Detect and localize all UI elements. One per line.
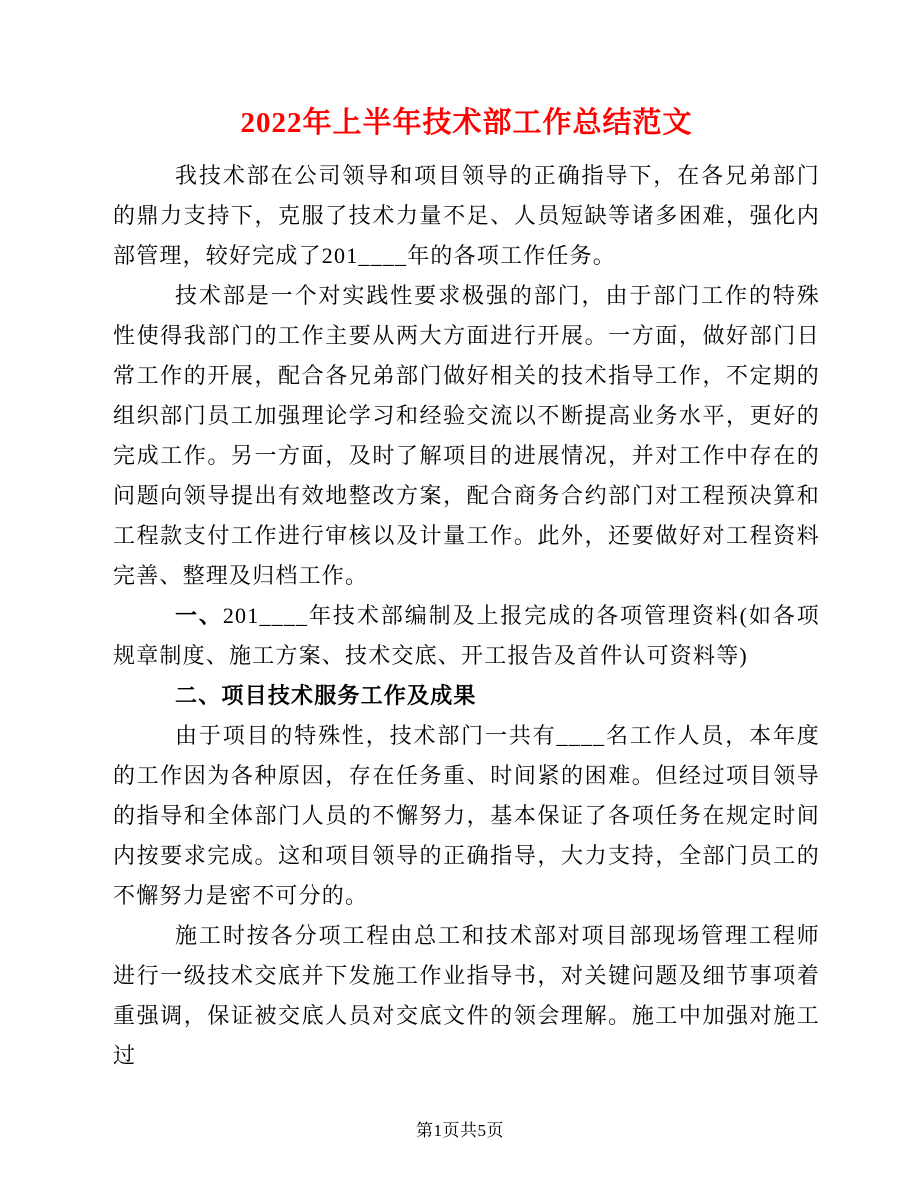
- paragraph-intro: 我技术部在公司领导和项目领导的正确指导下，在各兄弟部门的鼎力支持下，克服了技术力量不足、人员短缺等诸多困难，强化内部管理，较好完成了201____年的各项工作任务。: [113, 163, 820, 268]
- page-number-footer: 第1页共5页: [416, 1121, 504, 1140]
- section-one-text: 201____年技术部编制及上报完成的各项管理资料(如各项规章制度、施工方案、技术交底、开工报告及首件认可资料等): [113, 603, 820, 668]
- section-two-heading: 二、项目技术服务工作及成果: [175, 683, 477, 708]
- paragraph-department-overview: 技术部是一个对实践性要求极强的部门，由于部门工作的特殊性使得我部门的工作主要从两大方面进行开展。一方面，做好部门日常工作的开展，配合各兄弟部门做好相关的技术指导工作，不定期的组织部门员工加强理论学习和经验交流以不断提高业务水平，更好的完成工作。另一方面，及时了解项目的进展情况，并对工作中存在的问题向领导提出有效地整改方案，配合商务合约部门对工程预决算和工程款支付工作进行审核以及计量工作。此外，还要做好对工程资料完善、整理及归档工作。: [113, 283, 820, 588]
- paragraph-section-one: [113, 596, 820, 676]
- paragraph-construction: 施工时按各分项工程由总工和技术部对项目部现场管理工程师进行一级技术交底并下发施工作业指导书，对关键问题及细节事项着重强调，保证被交底人员对交底文件的领会理解。施工中加强对施工过: [113, 923, 820, 1068]
- document-body: [0, 156, 920, 1076]
- paragraph-staffing: 由于项目的特殊性，技术部门一共有____名工作人员，本年度的工作因为各种原因，存在任务重、时间紧的困难。但经过项目领导的指导和全体部门人员的不懈努力，基本保证了各项任务在规定时间内按要求完成。这和项目领导的正确指导，大力支持，全部门员工的不懈努力是密不可分的。: [113, 723, 820, 908]
- section-one-number: 一、: [175, 603, 223, 628]
- document-title: 2022年上半年技术部工作总结范文: [240, 107, 693, 139]
